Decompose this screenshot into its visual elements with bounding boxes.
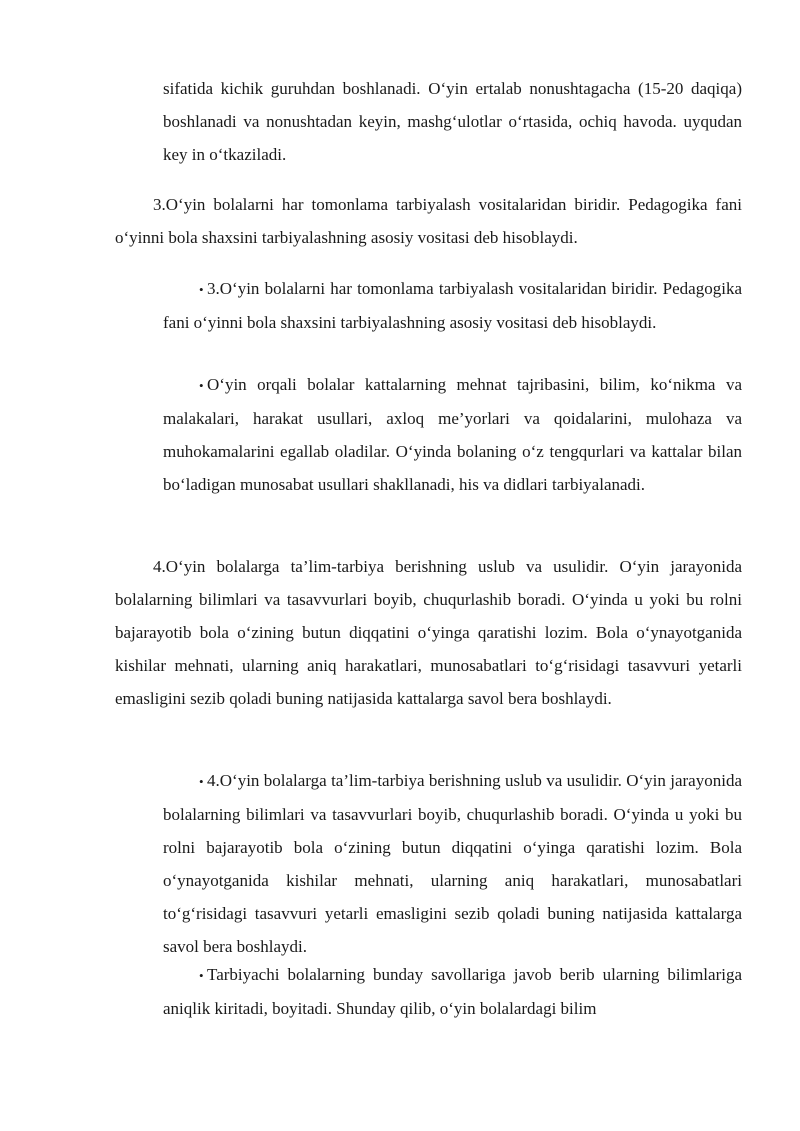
paragraph-text: sifatida kichik guruhdan boshlanadi. O‘yin ertalab nonushtagacha (15-20 daqiqa) boshlanadi va nonushtadan keyin, mashg‘ulotlar o‘rtasida, ochiq havoda. uyqudan key in o‘tkaziladi. bbox=[163, 79, 742, 164]
bullet-item-2 bbox=[163, 368, 742, 501]
bullet-icon: • bbox=[199, 968, 204, 983]
bullet-icon: • bbox=[199, 774, 204, 789]
bullet-item-3 bbox=[163, 764, 742, 963]
bullet-icon: • bbox=[199, 282, 204, 297]
bullet-item-1 bbox=[163, 272, 742, 339]
bullet-text: 4.O‘yin bolalarga ta’lim-tarbiya berishning uslub va usulidir. O‘yin jarayonida bolalarning bilimlari va tasavvurlari boyib, chuqurlashib boradi. O‘yinda u yoki bu rolni bajarayotib bola o‘zining butun diqqatini o‘yinga qaratishi lozim. Bola o‘ynayotganida kishilar mehnati, ularning aniq harakatlari, munosabatlari to‘g‘risidagi tasavvuri yetarli emasligini sezib qoladi buning natijasida kattalarga savol bera boshlaydi. bbox=[163, 771, 742, 956]
bullet-text: 3.O‘yin bolalarni har tomonlama tarbiyalash vositalaridan biridir. Pedagogika fani o‘yinni bola shaxsini tarbiyalashning asosiy vositasi deb hisoblaydi. bbox=[163, 279, 742, 332]
paragraph-text: 3.O‘yin bolalarni har tomonlama tarbiyalash vositalaridan biridir. Pedagogika fani o‘yinni bola shaxsini tarbiyalashning asosiy vositasi deb hisoblaydi. bbox=[115, 195, 742, 247]
paragraph-4 bbox=[115, 550, 742, 715]
paragraph-text: 4.O‘yin bolalarga ta’lim-tarbiya berishning uslub va usulidir. O‘yin jarayonida bolalarning bilimlari va tasavvurlari boyib, chuqurlashib boradi. O‘yinda u yoki bu rolni bajarayotib bola o‘zining butun diqqatini o‘yinga qaratishi lozim. Bola o‘ynayotganida kishilar mehnati, ularning aniq harakatlari, munosabatlari to‘g‘risidagi tasavvuri yetarli emasligini sezib qoladi buning natijasida kattalarga savol bera boshlaydi. bbox=[115, 557, 742, 708]
bullet-text: Tarbiyachi bolalarning bunday savollariga javob berib ularning bilimlariga aniqlik kiritadi, boyitadi. Shunday qilib, o‘yin bolalardagi bilim bbox=[163, 965, 742, 1018]
bullet-item-4 bbox=[163, 958, 742, 1025]
bullet-icon: • bbox=[199, 378, 204, 393]
paragraph-3 bbox=[115, 188, 742, 254]
bullet-text: O‘yin orqali bolalar kattalarning mehnat tajribasini, bilim, ko‘nikma va malakalari, harakat usullari, axloq me’yorlari va qoidalarini, mulohaza va muhokamalarini egallab oladilar. O‘yinda bolaning o‘z tengqurlari va kattalar bilan bo‘ladigan munosabat usullari shakllanadi, his va didlari tarbiyalanadi. bbox=[163, 375, 742, 494]
paragraph-continuation bbox=[163, 72, 742, 171]
